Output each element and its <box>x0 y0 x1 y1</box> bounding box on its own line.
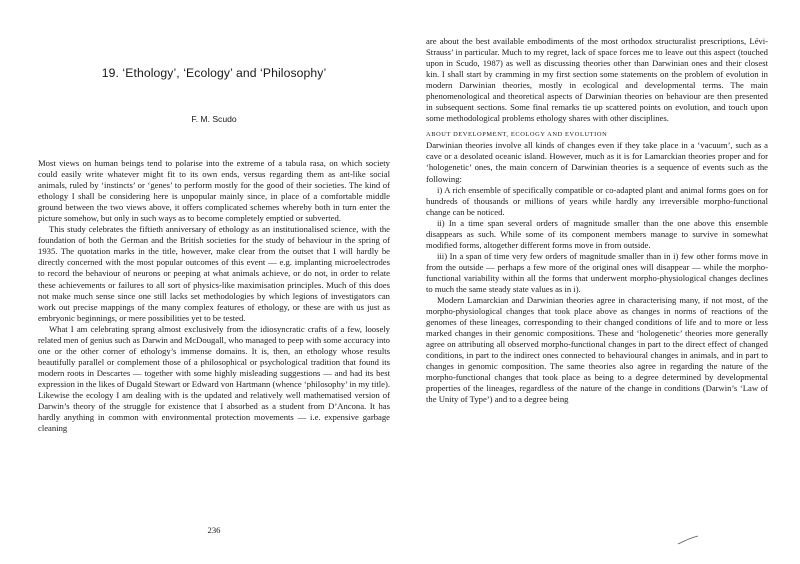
paragraph: Modern Lamarckian and Darwinian theories agree in characterising many, if not most, of the morpho-physiological changes that took place above as changes in norms of reactions of the genomes of these lineages, corresponding to their changed conditions of life and to more or less marked changes in their genomic compositions. These and ‘hologenetic’ theories more generally agree on attributing all observed morpho-functional changes in part to the direct effect of changed conditions, in part to the indirect ones connected to behavioural changes in animals, and in part to changes in genomic composition. The same theories also agree in regarding the nature of the morpho-functional changes that took place as being to a degree determined by developmental properties of the lineages, regardless of the nature of the change in conditions (Darwin’s ‘Law of the Unity of Type’) and to a degree being <box>426 295 768 405</box>
paragraph: What I am celebrating sprang almost exclusively from the idiosyncratic crafts of a few, loosely related men of genius such as Darwin and McDougall, who managed to peep with some accuracy into one or the other corner of ethology’s immense domains. It is, then, an ethology whose results beautifully parallel or complement those of a philosophical or psychological tradition that found its modern roots in Descartes — together with some highly misleading suggestions — and had its best expression in the likes of Dugald Stewart or Edward von Hartmann (whence ‘philosophy’ in my title). Likewise the ecology I am dealing with is the updated and relatively well mathematised version of Darwin’s theory of the struggle for existence that I absorbed as a student from D’Ancona. It has hardly anything in common with environmental protection movements — i.e. expensive garbage cleaning <box>38 323 390 434</box>
pen-mark <box>676 532 700 548</box>
right-page-body <box>426 36 768 406</box>
chapter-title: 19. ‘Ethology’, ‘Ecology’ and ‘Philosophy’ <box>101 66 327 80</box>
author-name: F. M. Scudo <box>191 114 237 124</box>
paragraph: Most views on human beings tend to polarise into the extreme of a tabula rasa, on which society could easily write whatever might fit to its own ends, versus regarding them as ant-like social animals, ruled by ‘instincts’ or ‘genes’ to perform mostly for the good of their societies. The kind of ethology I shall be considering here is unpopular mainly since, in place of a comfortable middle ground between the two views above, it offers complicated schemes whereby both in turn enter the picture somehow, but only in such ways as to become completely emptied or subverted. <box>38 158 390 224</box>
list-item: ii) In a time span several orders of magnitude smaller than the one above this ensemble disappears as such. While some of its component members manage to survive in somewhat modified forms, altogether different forms move in from outside. <box>426 217 768 250</box>
list-item: i) A rich ensemble of specifically compatible or co-adapted plant and animal forms goes on for hundreds of thousands or millions of years while hardly any irreversible morpho-functional change can be noticed. <box>426 184 768 217</box>
paragraph: Darwinian theories involve all kinds of changes even if they take place in a ‘vacuum’, such as a cave or a desolated oceanic island. However, much as it is for Lamarckian theories proper and for ‘hologenetic’ ones, the main concern of Darwinian theories is a sequence of events such as the following: <box>426 140 768 184</box>
list-item: iii) In a span of time very few orders of magnitude smaller than in i) few other forms move in from the outside — perhaps a few more of the original ones will disappear — while the morpho-functional variability within all the forms that underwent morpho-physiological changes declines to much the same steady state values as in i). <box>426 250 768 294</box>
left-page-body <box>38 158 390 434</box>
section-heading: ABOUT DEVELOPMENT, ECOLOGY AND EVOLUTION <box>426 131 608 139</box>
paragraph: are about the best available embodiments of the most orthodox structuralist prescriptions, Lévi-Strauss’ in particular. Much to my regret, lack of space forces me to leave out this aspect (touched upon in Scudo, 1987) as well as discussing theories other than Darwinian ones and their closest kin. I shall start by cramming in my first section some statements on the problem of evolution in modern Darwinian theories, mostly in ecological and developmental terms. The main phenomenological and theoretical aspects of Darwinian theories on behaviour are then presented in subsequent sections. Some final remarks tie up scattered points on evolution, and touch upon some methodological problems ethology shares with other disciplines. <box>426 36 768 124</box>
page-number: 236 <box>207 525 221 535</box>
paragraph: This study celebrates the fiftieth anniversary of ethology as an institutionalised science, with the foundation of both the German and the British societies for the study of behaviour in the spring of 1935. The quotation marks in the title, however, make clear from the outset that I will hardly be directly concerned with the most popular outcomes of this event — e.g. implanting microelectrodes to record the behaviour of neurons or peeping at what animals achieve, or do not, in order to relate these achievements or failures to all sort of physics-like maximisation principles. Much of this does not make much sense since one still lacks set methodologies by which legions of investigators can work out precise mappings of the many complex features of ethology, or these are with us just as embryonic beginnings, or mere possibilities yet to be tested. <box>38 224 390 323</box>
